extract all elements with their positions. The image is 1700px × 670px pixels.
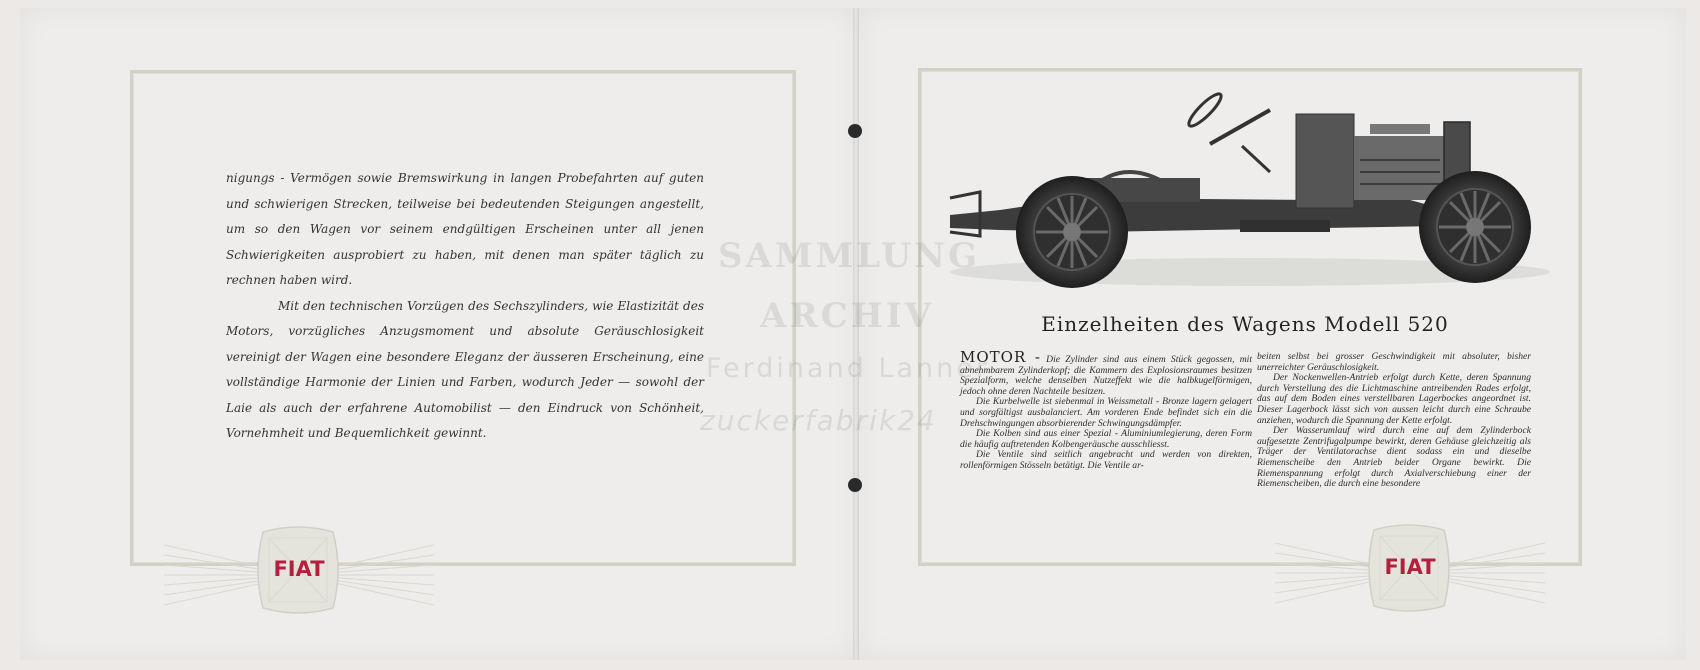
watermark-line-1: SAMMLUNG bbox=[718, 236, 981, 276]
col2-paragraph-3: Der Wasserumlauf wird durch eine auf dem Zylinderbock aufgesetzte Zentrifugalpumpe bewirkt, deren Gehäuse gleichzeitig als Träger der Ventilatorachse dient sodass ein und dieselbe Riemenscheibe den Antrieb beider Organe bewirkt. Die Riemenspannung erfolgt durch Axialverschiebung einer der Riemenscheiben, die durch eine besondere bbox=[1257, 425, 1531, 490]
motor-label: MOTOR - bbox=[960, 348, 1041, 366]
fiat-logo-right bbox=[1360, 518, 1460, 618]
left-page-text bbox=[226, 166, 704, 447]
col1-paragraph-2: Die Kurbelwelle ist siebenmal in Weissmetall - Bronze lagern gelagert und sorgfältigst ausbalanciert. Am vorderen Ende befindet sich ein die Drehschwingungen absorbierender Schwingungsdämpfer. bbox=[960, 396, 1252, 429]
fiat-logo-left bbox=[249, 520, 349, 620]
rear-wheel bbox=[1419, 171, 1531, 283]
left-paragraph-2: Mit den technischen Vorzügen des Sechszylinders, wie Elastizität des Motors, vorzügliches Anzugsmoment und absolute Geräuschlosigkeit vereinigt der Wagen eine besondere Eleganz der äusseren Erscheinung, eine vollständige Harmonie der Linien und Farben, wodurch Jeder — sowohl der Laie als auch der erfahrene Automobilist — den Eindruck von Schönheit, Vornehmheit und Bequemlichkeit gewinnt. bbox=[226, 298, 704, 440]
chassis-photo bbox=[940, 80, 1550, 300]
col1-paragraph-3: Die Kolben sind aus einer Spezial - Aluminiumlegierung, deren Form die häufig auftretenden Kolbengeräusche ausschliesst. bbox=[960, 428, 1252, 450]
text-column-1 bbox=[960, 348, 1252, 472]
binding-hole-top bbox=[848, 124, 862, 138]
col2-paragraph-1: beiten selbst bei grosser Geschwindigkeit mit absoluter, bisher unerreichter Geräuschlosigkeit. bbox=[1257, 351, 1531, 373]
watermark-line-3: Ferdinand Lanner bbox=[706, 353, 990, 384]
text-column-2 bbox=[1257, 352, 1531, 490]
section-heading: Einzelheiten des Wagens Modell 520 bbox=[1041, 312, 1449, 336]
col2-paragraph-2: Der Nockenwellen-Antrieb erfolgt durch Kette, deren Spannung durch Verstellung des die Lichtmaschine antreibenden Rades erfolgt, das auf dem Boden eines verstellbaren Lagerbockes angeordnet ist. Dieser Lagerbock lässt sich von aussen leicht durch eine Schraube anziehen, wodurch die Spannung der Kette erfolgt. bbox=[1257, 372, 1531, 426]
front-wheel bbox=[1016, 176, 1128, 288]
watermark-line-4: zuckerfabrik24 bbox=[700, 404, 937, 437]
logo-text: FIAT bbox=[1384, 555, 1436, 579]
binding-hole-bottom bbox=[848, 478, 862, 492]
watermark-line-2: ARCHIV bbox=[760, 296, 935, 336]
col1-paragraph-1: MOTOR - Die Zylinder sind aus einem Stück gegossen, mit abnehmbarem Zylinderkopf; die Kammern des Explosionsraumes besitzen Spezialform, welche denselben Nutzeffekt wie die halbkugelförmigen, jedoch ohne deren Nachteile besitzen. bbox=[960, 348, 1252, 397]
logo-text: FIAT bbox=[273, 557, 325, 581]
left-paragraph-1: nigungs - Vermögen sowie Bremswirkung in langen Probefahrten auf guten und schwierigen Strecken, teilweise bei bedeutenden Steigungen angestellt, um so den Wagen vor seinem endgültigen Erscheinen unter all jenen Schwierigkeiten ausprobiert zu haben, mit denen man später täglich zu rechnen haben wird. bbox=[226, 171, 704, 287]
col1-paragraph-4: Die Ventile sind seitlich angebracht und werden von direkten, rollenförmigen Stösseln betätigt. Die Ventile ar- bbox=[960, 449, 1252, 471]
